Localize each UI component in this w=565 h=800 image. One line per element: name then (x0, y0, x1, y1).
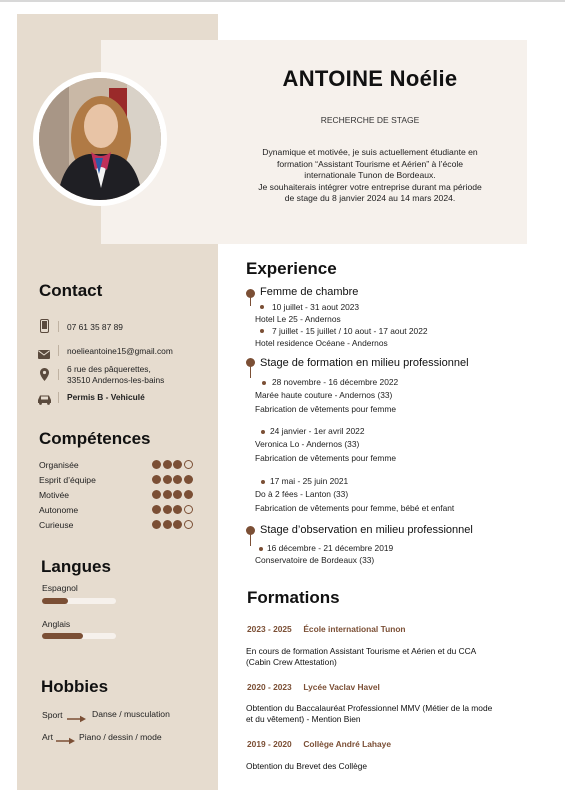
job-place: Do à 2 fées - Lanton (33) (255, 489, 349, 499)
language-level-bar (42, 633, 116, 639)
job-dates: 7 juillet - 15 juillet / 10 aout - 17 aout 2022 (272, 326, 428, 336)
rating-dot-empty (184, 520, 193, 529)
job-dates: 10 juillet - 31 aout 2023 (272, 302, 360, 312)
formation-heading: 2023 - 2025 École international Tunon (247, 624, 406, 634)
rating-dot-filled (184, 490, 193, 499)
hobbies-title: Hobbies (41, 677, 109, 696)
skill-rating (152, 490, 193, 499)
intro-line: de stage du 8 janvier 2024 au 14 mars 2024. (284, 193, 456, 203)
language-label: Anglais (42, 619, 71, 629)
bullet-dot (260, 305, 264, 309)
arrow-right-icon (67, 710, 87, 728)
phone-number: 07 61 35 87 89 (67, 322, 123, 332)
contact-divider (58, 392, 59, 403)
bullet-dot (261, 480, 265, 484)
intro-line: internationale Tunon de Bordeaux. (304, 170, 436, 180)
address (67, 364, 164, 386)
language-label: Espagnol (42, 583, 78, 593)
skill-rating (152, 475, 193, 484)
candidate-name: ANTOINE Noélie (282, 66, 458, 91)
timeline-stem (250, 534, 251, 546)
address-line: 6 rue des pâquerettes, (67, 364, 151, 374)
bullet-dot (261, 430, 265, 434)
job-dates: 16 décembre - 21 décembre 2019 (267, 543, 394, 553)
mail-icon (38, 346, 50, 364)
skill-label: Autonome (39, 505, 79, 515)
skill-rating (152, 460, 193, 469)
skill-label: Curieuse (39, 520, 74, 530)
intro-line: Je souhaiterais intégrer votre entreprise durant ma période (258, 181, 482, 192)
rating-dot-empty (184, 505, 193, 514)
location-pin-icon (40, 368, 49, 386)
experience-title: Experience (246, 259, 337, 278)
profile-photo (39, 78, 161, 200)
rating-dot-filled (152, 490, 161, 499)
job-title: Femme de chambre (260, 286, 359, 298)
contact-divider (58, 321, 59, 332)
rating-dot-filled (163, 520, 172, 529)
job-place: Hotel residence Océane - Andernos (255, 338, 388, 348)
job-title: Stage de formation en milieu professionnel (260, 357, 469, 369)
job-description: Fabrication de vêtements pour femme (255, 453, 397, 463)
hobby-category: Sport (42, 710, 63, 720)
formation-line: En cours de formation Assistant Tourisme et Aérien et du CCA (246, 646, 477, 656)
arrow-right-icon (56, 732, 76, 750)
formation-line: (Cabin Crew Attestation) (246, 657, 337, 667)
rating-dot-filled (163, 475, 172, 484)
contact-divider (58, 369, 59, 380)
hobby-category: Art (42, 732, 53, 742)
skill-label: Motivée (39, 490, 70, 500)
job-dates: 17 mai - 25 juin 2021 (270, 476, 349, 486)
job-place: Conservatoire de Bordeaux (33) (255, 555, 375, 565)
rating-dot-filled (152, 505, 161, 514)
competences-title: Compétences (39, 429, 151, 448)
contact-divider (58, 345, 59, 356)
intro-line: formation “Assistant Tourisme et Aérien” à l’école (276, 158, 464, 169)
job-description: Fabrication de vêtements pour femme (255, 404, 397, 414)
hobby-value: Danse / musculation (92, 709, 170, 719)
job-place: Hotel Le 25 - Andernos (255, 314, 341, 324)
formations-title: Formations (247, 588, 340, 607)
langues-title: Langues (41, 557, 111, 576)
formation-line: Obtention du Brevet des Collège (246, 761, 368, 771)
car-icon (37, 392, 52, 410)
top-border-line (0, 0, 565, 2)
rating-dot-filled (184, 475, 193, 484)
rating-dot-filled (152, 475, 161, 484)
formation-description (246, 703, 492, 725)
skill-label: Esprit d’équipe (39, 475, 96, 485)
rating-dot-filled (173, 475, 182, 484)
candidate-subtitle: RECHERCHE DE STAGE (320, 115, 420, 125)
rating-dot-filled (173, 505, 182, 514)
skill-rating (152, 520, 193, 529)
bullet-dot (259, 547, 263, 551)
rating-dot-filled (173, 460, 182, 469)
bullet-dot (262, 381, 266, 385)
language-level-bar (42, 598, 116, 604)
timeline-stem (250, 297, 251, 306)
rating-dot-filled (163, 490, 172, 499)
bullet-dot (260, 329, 264, 333)
contact-title: Contact (39, 281, 103, 300)
rating-dot-filled (163, 460, 172, 469)
job-title: Stage d’observation en milieu professionnel (260, 524, 473, 536)
job-place: Marée haute couture - Andernos (33) (255, 390, 393, 400)
job-description: Fabrication de vêtements pour femme, bébé et enfant (255, 503, 455, 513)
intro-line: Dynamique et motivée, je suis actuellement étudiante en (262, 147, 478, 157)
hobby-value: Piano / dessin / mode (79, 732, 162, 742)
skill-label: Organisée (39, 460, 79, 470)
timeline-stem (250, 366, 251, 378)
job-place: Veronica Lo - Andernos (33) (255, 439, 360, 449)
formation-description (246, 646, 476, 668)
formation-description (246, 761, 367, 772)
job-dates: 28 novembre - 16 décembre 2022 (272, 377, 399, 387)
formation-line: Obtention du Baccalauréat Professionnel MMV (Métier de la mode (246, 703, 493, 713)
rating-dot-filled (152, 520, 161, 529)
rating-dot-filled (152, 460, 161, 469)
formation-heading: 2019 - 2020 Collège André Lahaye (247, 739, 391, 749)
language-level-fill (42, 633, 83, 639)
rating-dot-filled (173, 490, 182, 499)
language-level-fill (42, 598, 68, 604)
rating-dot-empty (184, 460, 193, 469)
rating-dot-filled (173, 520, 182, 529)
formation-heading: 2020 - 2023 Lycée Vaclav Havel (247, 682, 380, 692)
intro-paragraph (215, 147, 525, 205)
driving-license: Permis B - Vehiculé (67, 392, 145, 402)
rating-dot-filled (163, 505, 172, 514)
job-dates: 24 janvier - 1er avril 2022 (270, 426, 365, 436)
formation-line: et du vêtement) - Mention Bien (246, 714, 361, 724)
skill-rating (152, 505, 193, 514)
email-address: noelieantoine15@gmail.com (67, 346, 173, 356)
address-line: 33510 Andernos-les-bains (67, 375, 165, 385)
phone-icon (40, 319, 49, 338)
